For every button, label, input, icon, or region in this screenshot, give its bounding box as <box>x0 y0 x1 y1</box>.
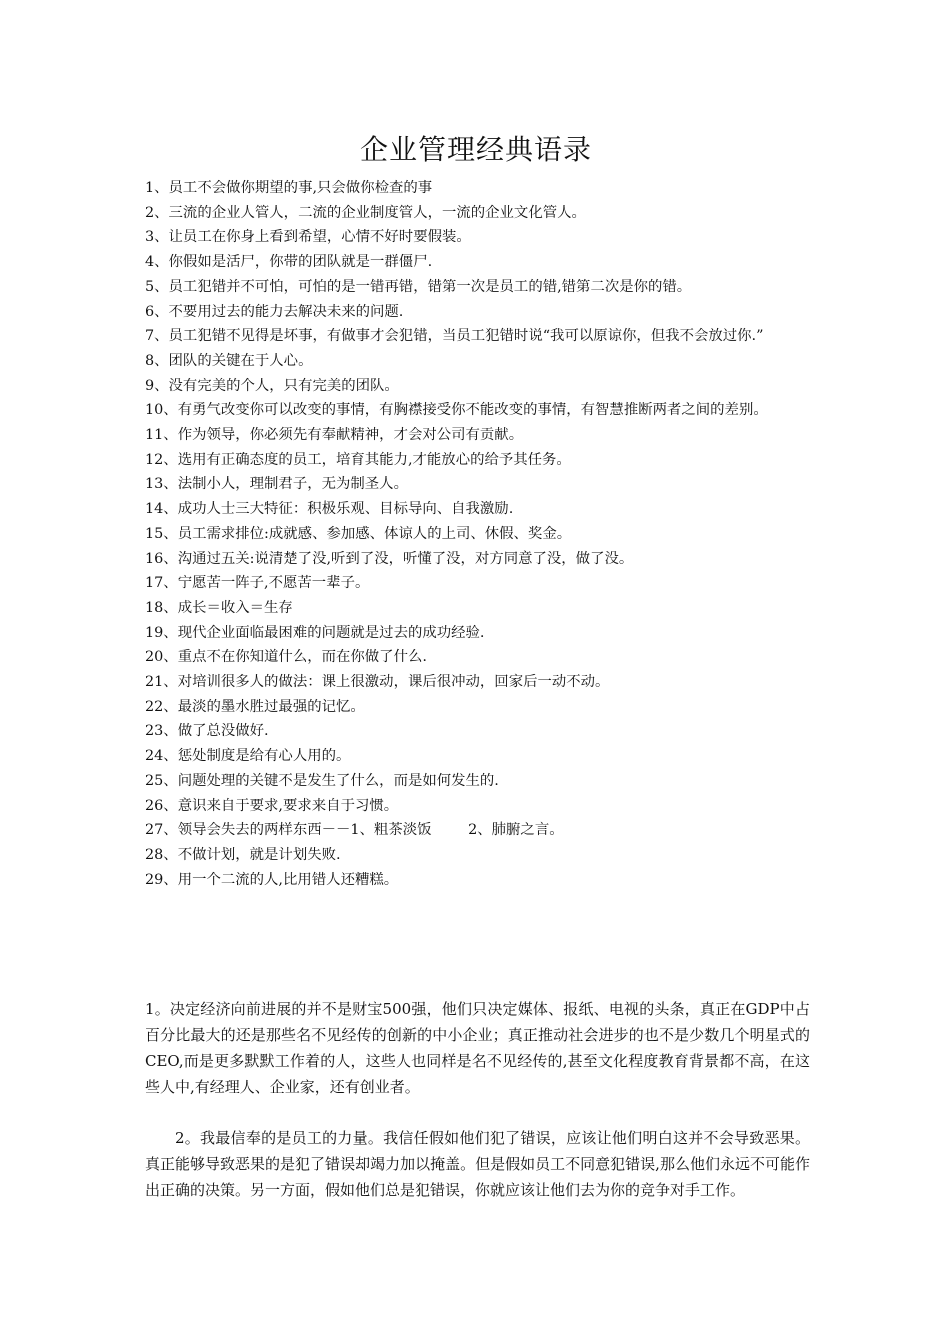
body-paragraphs <box>145 996 810 1228</box>
list-item: 17、宁愿苦一阵子,不愿苦一辈子。 <box>145 575 370 592</box>
list-item: 24、惩处制度是给有心人用的。 <box>145 748 351 765</box>
list-item: 14、成功人士三大特征：积极乐观、目标导向、自我激励. <box>145 501 514 518</box>
list-item: 23、做了总没做好. <box>145 723 269 740</box>
list-item: 12、选用有正确态度的员工，培育其能力,才能放心的给予其任务。 <box>145 451 571 468</box>
list-item: 19、现代企业面临最困难的问题就是过去的成功经验. <box>145 624 485 641</box>
list-item: 8、团队的关键在于人心。 <box>145 352 313 369</box>
list-item: 22、最淡的墨水胜过最强的记忆。 <box>145 698 365 715</box>
list-item: 6、不要用过去的能力去解决未来的问题. <box>145 303 404 320</box>
list-item: 11、作为领导，你必须先有奉献精神，才会对公司有贡献。 <box>145 427 524 444</box>
list-item: 9、没有完美的个人，只有完美的团队。 <box>145 377 399 394</box>
list-item: 16、沟通过五关:说清楚了没,听到了没，听懂了没，对方同意了没，做了没。 <box>145 550 634 567</box>
list-item: 18、成长＝收入＝生存 <box>145 599 293 616</box>
list-item: 13、法制小人，理制君子，无为制圣人。 <box>145 476 408 493</box>
page-title: 企业管理经典语录 <box>359 133 592 166</box>
list-item: 7、员工犯错不见得是坏事，有做事才会犯错，当员工犯错时说“我可以原谅你，但我不会放过你.” <box>145 328 764 345</box>
list-item: 3、让员工在你身上看到希望，心情不好时要假装。 <box>145 229 471 246</box>
list-item: 28、不做计划，就是计划失败. <box>145 846 341 863</box>
list-item: 26、意识来自于要求,要求来自于习惯。 <box>145 797 399 814</box>
body-paragraph: 2。我最信奉的是员工的力量。我信任假如他们犯了错误，应该让他们明白这并不会导致恶果。真正能够导致恶果的是犯了错误却竭力加以掩盖。但是假如员工不同意犯错误,那么他们永远不可能作出正确的决策。另一方面，假如他们总是犯错误，你就应该让他们去为你的竞争对手工作。 <box>145 1129 810 1199</box>
list-item: 21、对培训很多人的做法：课上很激动，课后很冲动，回家后一动不动。 <box>145 674 610 691</box>
list-item: 27、领导会失去的两样东西－－1、粗茶淡饭 2、肺腑之言。 <box>145 822 564 839</box>
list-item: 4、你假如是活尸，你带的团队就是一群僵尸. <box>145 254 433 271</box>
list-item: 15、员工需求排位:成就感、参加感、体谅人的上司、休假、奖金。 <box>145 525 572 542</box>
list-item: 10、有勇气改变你可以改变的事情，有胸襟接受你不能改变的事情，有智慧推断两者之间的差别。 <box>145 402 768 419</box>
list-item: 5、员工犯错并不可怕，可怕的是一错再错，错第一次是员工的错,错第二次是你的错。 <box>145 278 692 295</box>
list-item: 29、用一个二流的人,比用错人还糟糕。 <box>145 871 399 888</box>
list-item: 25、问题处理的关键不是发生了什么，而是如何发生的. <box>145 772 499 789</box>
list-item: 2、三流的企业人管人，二流的企业制度管人，一流的企业文化管人。 <box>145 204 586 221</box>
body-paragraph: 1。决定经济向前进展的并不是财宝500强，他们只决定媒体、报纸、电视的头条，真正在GDP中占百分比最大的还是那些名不见经传的创新的中小企业；真正推动社会进步的也不是少数几个明星式的CEO,而是更多默默工作着的人，这些人也同样是名不见经传的,甚至文化程度教育背景都不高，在这些人中,有经理人、企业家，还有创业者。 <box>145 1000 810 1096</box>
quote-list <box>145 176 810 892</box>
list-item: 1、员工不会做你期望的事,只会做你检查的事 <box>145 180 433 196</box>
list-item: 20、重点不在你知道什么，而在你做了什么. <box>145 649 427 666</box>
